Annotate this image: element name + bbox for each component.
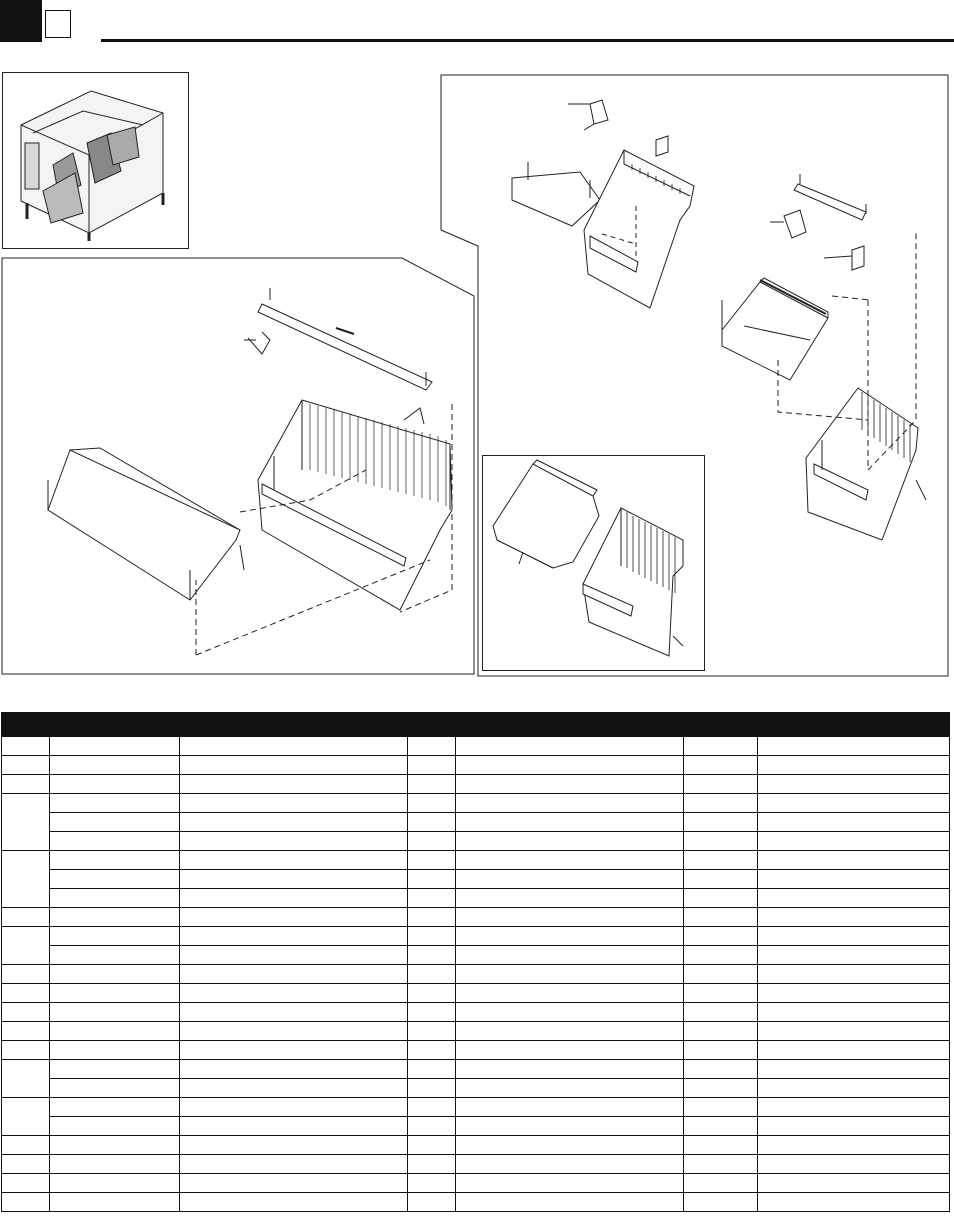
table-cell-ref — [2, 1022, 50, 1041]
table-cell — [408, 756, 456, 775]
table-cell — [758, 832, 950, 851]
table-cell — [180, 756, 408, 775]
table-cell — [50, 1003, 180, 1022]
col-header-7 — [758, 713, 950, 737]
table-cell — [684, 908, 758, 927]
table-cell — [180, 927, 408, 946]
table-cell — [50, 813, 180, 832]
table-cell — [180, 908, 408, 927]
table-row — [2, 1193, 950, 1212]
table-cell — [684, 889, 758, 908]
table-cell — [408, 946, 456, 965]
table-cell — [456, 737, 684, 756]
table-cell — [50, 965, 180, 984]
table-cell — [684, 1022, 758, 1041]
table-cell — [456, 1174, 684, 1193]
table-cell-ref — [2, 737, 50, 756]
table-row — [2, 1003, 950, 1022]
table-cell — [50, 1022, 180, 1041]
table-cell — [758, 889, 950, 908]
table-cell — [684, 965, 758, 984]
table-cell — [758, 775, 950, 794]
table-cell — [408, 889, 456, 908]
table-cell — [684, 737, 758, 756]
table-cell — [758, 927, 950, 946]
table-row — [2, 946, 950, 965]
table-cell — [456, 1022, 684, 1041]
table-cell — [180, 775, 408, 794]
table-cell — [456, 908, 684, 927]
table-cell-ref — [2, 1136, 50, 1155]
table-cell — [408, 775, 456, 794]
table-cell — [684, 813, 758, 832]
table-cell-ref — [2, 1098, 50, 1136]
table-cell — [758, 1098, 950, 1117]
inset-detail — [482, 455, 705, 671]
table-cell — [408, 1041, 456, 1060]
table-cell — [684, 1079, 758, 1098]
table-cell — [456, 946, 684, 965]
table-cell — [50, 908, 180, 927]
table-cell — [456, 1003, 684, 1022]
table-cell — [180, 946, 408, 965]
table-cell — [684, 1193, 758, 1212]
table-cell-ref — [2, 1041, 50, 1060]
table-cell — [684, 832, 758, 851]
table-cell — [180, 1193, 408, 1212]
table-cell — [408, 1155, 456, 1174]
table-cell-ref — [2, 984, 50, 1003]
table-cell — [684, 1136, 758, 1155]
table-cell — [180, 813, 408, 832]
table-cell — [50, 1079, 180, 1098]
table-cell-ref — [2, 908, 50, 927]
table-cell — [180, 1174, 408, 1193]
table-cell — [50, 927, 180, 946]
parts-table — [1, 712, 950, 1212]
table-cell — [758, 1117, 950, 1136]
table-cell — [684, 775, 758, 794]
table-cell — [50, 889, 180, 908]
table-cell-ref — [2, 1060, 50, 1098]
table-cell — [758, 1136, 950, 1155]
table-cell — [758, 1022, 950, 1041]
table-cell — [50, 1174, 180, 1193]
table-cell — [758, 908, 950, 927]
table-cell — [684, 984, 758, 1003]
col-header-4 — [408, 713, 456, 737]
table-cell — [180, 737, 408, 756]
table-cell — [408, 1174, 456, 1193]
table-cell — [684, 946, 758, 965]
table-cell — [758, 794, 950, 813]
table-cell — [50, 870, 180, 889]
table-cell — [50, 775, 180, 794]
table-cell — [180, 1079, 408, 1098]
table-cell — [758, 1155, 950, 1174]
col-header-1 — [2, 713, 50, 737]
table-cell — [456, 965, 684, 984]
table-cell — [180, 1136, 408, 1155]
table-cell — [408, 965, 456, 984]
table-cell — [456, 813, 684, 832]
table-cell — [758, 737, 950, 756]
table-cell — [456, 927, 684, 946]
table-row — [2, 1041, 950, 1060]
table-cell — [456, 1136, 684, 1155]
table-cell — [408, 1022, 456, 1041]
table-cell — [50, 1098, 180, 1117]
table-row — [2, 1174, 950, 1193]
table-cell — [50, 1060, 180, 1079]
table-cell-ref — [2, 927, 50, 965]
table-cell — [456, 794, 684, 813]
table-cell — [758, 1060, 950, 1079]
table-cell — [408, 1193, 456, 1212]
table-cell — [684, 1003, 758, 1022]
table-cell — [684, 1060, 758, 1079]
table-cell — [408, 870, 456, 889]
table-cell — [408, 1003, 456, 1022]
table-cell — [408, 1117, 456, 1136]
table-cell — [180, 1022, 408, 1041]
table-cell — [408, 813, 456, 832]
table-cell — [456, 832, 684, 851]
table-cell — [180, 1117, 408, 1136]
table-cell — [456, 1041, 684, 1060]
col-header-5 — [456, 713, 684, 737]
table-cell — [50, 794, 180, 813]
table-row — [2, 908, 950, 927]
table-cell — [684, 756, 758, 775]
table-cell — [50, 1136, 180, 1155]
col-header-3 — [180, 713, 408, 737]
parts-table-body — [2, 737, 950, 1212]
table-row — [2, 1155, 950, 1174]
table-cell — [50, 1155, 180, 1174]
table-cell — [684, 1041, 758, 1060]
table-cell — [456, 1060, 684, 1079]
table-cell — [180, 794, 408, 813]
table-cell — [408, 794, 456, 813]
table-cell — [408, 984, 456, 1003]
table-cell — [456, 889, 684, 908]
inset-illustration — [483, 456, 704, 670]
table-row — [2, 832, 950, 851]
table-cell — [180, 1041, 408, 1060]
table-cell-ref — [2, 756, 50, 775]
table-row — [2, 1060, 950, 1079]
table-cell-ref — [2, 775, 50, 794]
table-cell — [408, 1136, 456, 1155]
table-cell — [456, 756, 684, 775]
table-row — [2, 870, 950, 889]
parts-table-header — [2, 713, 950, 737]
table-row — [2, 794, 950, 813]
table-cell — [456, 1193, 684, 1212]
table-row — [2, 1136, 950, 1155]
table-cell — [50, 1041, 180, 1060]
table-row — [2, 813, 950, 832]
table-row — [2, 1079, 950, 1098]
col-header-6 — [684, 713, 758, 737]
table-cell — [758, 813, 950, 832]
table-cell — [50, 946, 180, 965]
table-cell — [684, 1098, 758, 1117]
table-row — [2, 775, 950, 794]
table-cell — [456, 1117, 684, 1136]
table-row — [2, 927, 950, 946]
table-cell — [456, 870, 684, 889]
table-cell — [758, 870, 950, 889]
table-cell — [50, 756, 180, 775]
table-row — [2, 1117, 950, 1136]
table-cell — [456, 1155, 684, 1174]
table-row — [2, 756, 950, 775]
table-cell — [758, 1041, 950, 1060]
table-row — [2, 889, 950, 908]
table-cell — [180, 851, 408, 870]
table-cell — [408, 908, 456, 927]
table-cell — [758, 965, 950, 984]
col-header-2 — [50, 713, 180, 737]
table-cell — [456, 984, 684, 1003]
table-cell — [180, 965, 408, 984]
table-cell — [758, 1193, 950, 1212]
table-cell — [408, 737, 456, 756]
table-cell — [408, 1079, 456, 1098]
table-cell — [758, 1174, 950, 1193]
table-cell — [684, 1155, 758, 1174]
table-cell — [408, 1098, 456, 1117]
table-cell-ref — [2, 1155, 50, 1174]
table-cell-ref — [2, 1003, 50, 1022]
table-cell — [50, 1193, 180, 1212]
table-row — [2, 1098, 950, 1117]
table-cell — [456, 1098, 684, 1117]
table-cell — [408, 927, 456, 946]
table-row — [2, 737, 950, 756]
table-cell-ref — [2, 851, 50, 908]
table-cell — [684, 794, 758, 813]
table-cell — [408, 1060, 456, 1079]
table-cell-ref — [2, 1174, 50, 1193]
table-cell — [408, 851, 456, 870]
table-cell — [180, 984, 408, 1003]
table-cell — [758, 1079, 950, 1098]
table-cell — [50, 984, 180, 1003]
table-cell — [758, 984, 950, 1003]
table-cell — [758, 1003, 950, 1022]
table-cell — [180, 1098, 408, 1117]
table-cell — [180, 889, 408, 908]
table-cell — [180, 870, 408, 889]
table-cell — [684, 870, 758, 889]
table-row — [2, 851, 950, 870]
table-cell — [180, 1060, 408, 1079]
table-cell — [180, 832, 408, 851]
table-row — [2, 965, 950, 984]
table-cell — [684, 1174, 758, 1193]
table-cell — [758, 946, 950, 965]
table-cell — [50, 737, 180, 756]
table-cell-ref — [2, 965, 50, 984]
table-cell-ref — [2, 794, 50, 851]
table-cell — [456, 1079, 684, 1098]
table-cell — [50, 832, 180, 851]
table-cell — [684, 1117, 758, 1136]
table-cell — [408, 832, 456, 851]
table-cell — [50, 851, 180, 870]
table-cell — [758, 756, 950, 775]
table-row — [2, 1022, 950, 1041]
table-cell — [180, 1155, 408, 1174]
table-cell — [758, 851, 950, 870]
table-cell-ref — [2, 1193, 50, 1212]
table-cell — [180, 1003, 408, 1022]
table-cell — [456, 775, 684, 794]
table-cell — [50, 1117, 180, 1136]
table-row — [2, 984, 950, 1003]
table-cell — [684, 927, 758, 946]
table-cell — [456, 851, 684, 870]
table-cell — [684, 851, 758, 870]
